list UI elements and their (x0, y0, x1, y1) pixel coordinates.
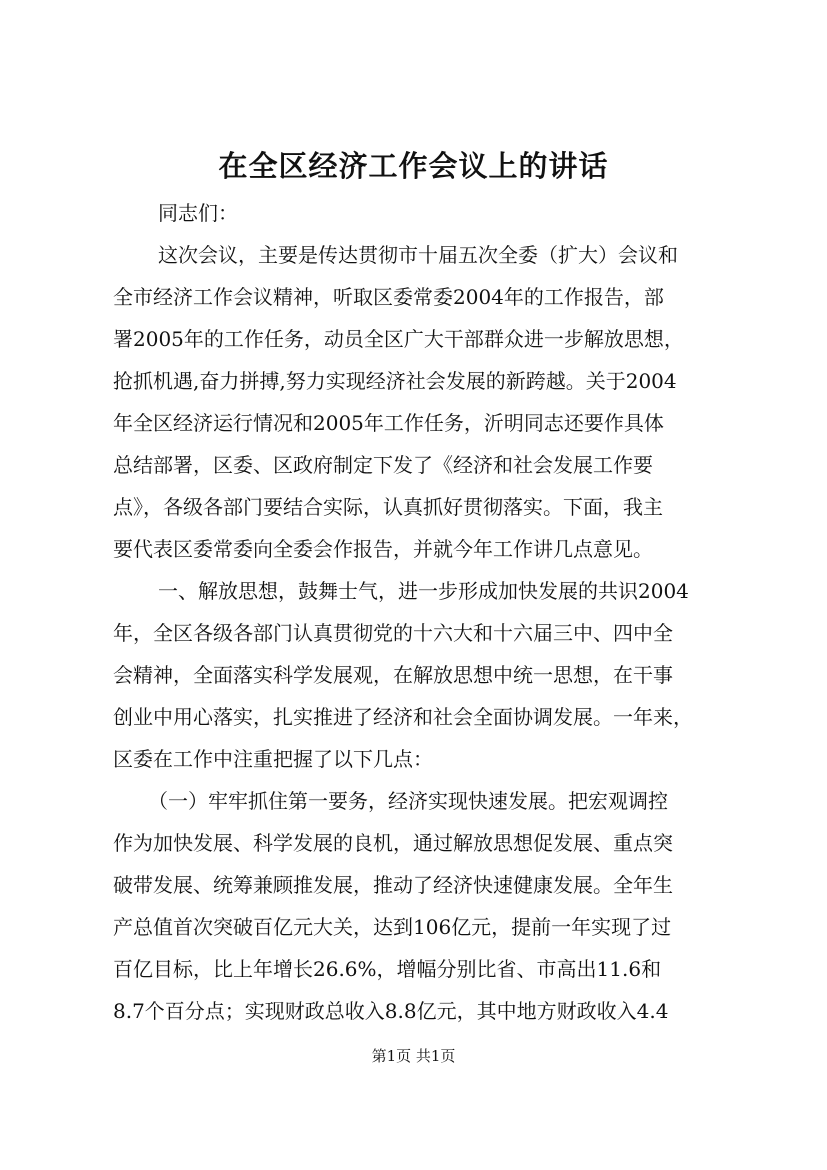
paragraph-line: 区委在工作中注重把握了以下几点： (113, 747, 433, 771)
paragraph-line: 署2005年的工作任务，动员全区广大干部群众进一步解放思想， (113, 327, 684, 351)
paragraph-line: （一）牢牢抓住第一要务，经济实现快速发展。把宏观调控 (148, 789, 668, 813)
paragraph-line: 作为加快发展、科学发展的良机，通过解放思想促发展、重点突 (113, 831, 673, 855)
paragraph-line: 破带发展、统筹兼顾推发展，推动了经济快速健康发展。全年生 (113, 873, 673, 897)
paragraph-line: 创业中用心落实，扎实推进了经济和社会全面协调发展。一年来， (113, 705, 693, 729)
paragraph-line: 要代表区委常委向全委会作报告，并就今年工作讲几点意见。 (113, 537, 653, 561)
paragraph-line: 产总值首次突破百亿元大关，达到106亿元，提前一年实现了过 (113, 915, 672, 939)
paragraph-line: 这次会议，主要是传达贯彻市十届五次全委（扩大）会议和 (158, 243, 678, 267)
paragraph-line: 会精神，全面落实科学发展观，在解放思想中统一思想，在干事 (113, 663, 673, 687)
paragraph-line: 总结部署，区委、区政府制定下发了《经济和社会发展工作要 (113, 453, 653, 477)
paragraph-line: 一、解放思想，鼓舞士气，进一步形成加快发展的共识2004 (158, 579, 689, 603)
paragraph-line: 百亿目标，比上年增长26.6%，增幅分别比省、市高出11.6和 (113, 957, 662, 981)
paragraph-line: 年，全区各级各部门认真贯彻党的十六大和十六届三中、四中全 (113, 621, 673, 645)
paragraph-line: 全市经济工作会议精神，听取区委常委2004年的工作报告，部 (113, 285, 664, 309)
paragraph-line: 点》，各级各部门要结合实际，认真抓好贯彻落实。下面，我主 (113, 495, 663, 519)
paragraph-line: 年全区经济运行情况和2005年工作任务，沂明同志还要作具体 (113, 411, 664, 435)
paragraph-line: 8.7个百分点；实现财政总收入8.8亿元，其中地方财政收入4.4 (113, 999, 669, 1023)
salutation-line: 同志们： (158, 201, 238, 225)
page-footer: 第1页 共1页 (371, 1047, 456, 1065)
document-title: 在全区经济工作会议上的讲话 (218, 149, 609, 183)
paragraph-line: 抢抓机遇,奋力拼搏,努力实现经济社会发展的新跨越。关于2004 (113, 369, 677, 393)
